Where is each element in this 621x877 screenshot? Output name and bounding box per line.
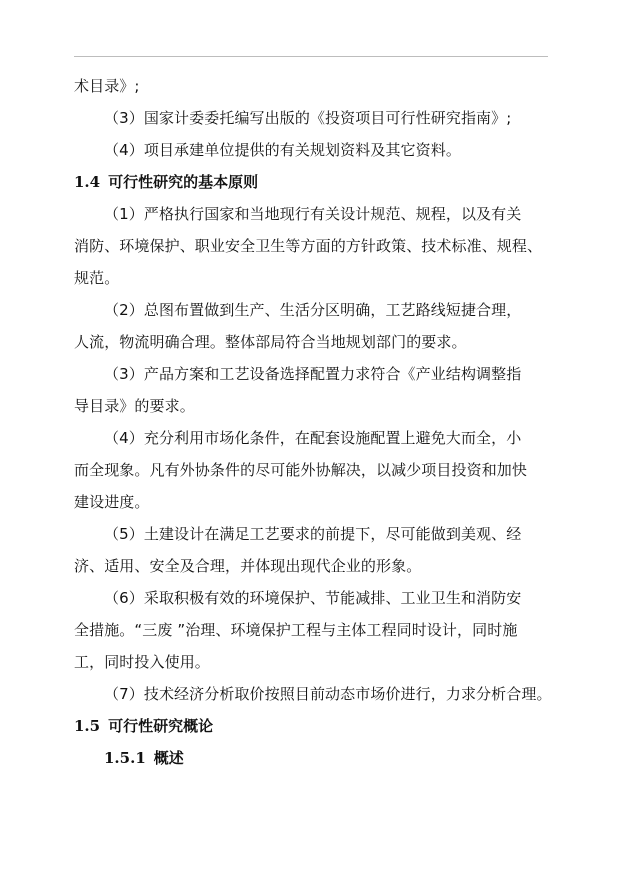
principle-5-line-2: 济、适用、安全及合理，并体现出现代企业的形象。	[74, 557, 422, 575]
page-header-rule	[74, 56, 548, 57]
principle-6-line-2: 全措施。“三废 ”治理、环境保护工程与主体工程同时设计，同时施	[74, 621, 518, 639]
section-title: 概述	[153, 749, 184, 767]
section-heading-1-4	[74, 166, 552, 198]
principle-2-line-1: （2）总图布置做到生产、生活分区明确，工艺路线短捷合理，	[104, 301, 522, 319]
document-body	[74, 70, 552, 774]
principle-3-line-2: 导目录》的要求。	[74, 397, 195, 415]
principle-5-line-1: （5）土建设计在满足工艺要求的前提下，尽可能做到美观、经	[104, 525, 522, 543]
principle-1-line-3: 规范。	[74, 269, 120, 287]
reference-item-4: （4）项目承建单位提供的有关规划资料及其它资料。	[104, 141, 461, 159]
section-number: 1.4	[74, 173, 101, 191]
section-title: 可行性研究概论	[108, 717, 214, 735]
principle-7-line-1: （7）技术经济分析取价按照目前动态市场价进行，力求分析合理。	[104, 685, 552, 703]
section-heading-1-5-1	[74, 742, 552, 774]
section-title: 可行性研究的基本原则	[108, 173, 259, 191]
principle-1-line-2: 消防、环境保护、职业安全卫生等方面的方针政策、技术标准、规程、	[74, 237, 543, 255]
principle-6-line-3: 工，同时投入使用。	[74, 653, 210, 671]
principle-3-line-1: （3）产品方案和工艺设备选择配置力求符合《产业结构调整指	[104, 365, 522, 383]
principle-4-line-2: 而全现象。凡有外协条件的尽可能外协解决，以减少项目投资和加快	[74, 461, 528, 479]
section-number: 1.5.1	[104, 749, 146, 767]
principle-1-line-1: （1）严格执行国家和当地现行有关设计规范、规程，以及有关	[104, 205, 522, 223]
principle-4-line-3: 建设进度。	[74, 493, 150, 511]
principle-2-line-2: 人流，物流明确合理。整体部局符合当地规划部门的要求。	[74, 333, 467, 351]
reference-item-3: （3）国家计委委托编写出版的《投资项目可行性研究指南》;	[104, 109, 512, 127]
principle-6-line-1: （6）采取积极有效的环境保护、节能减排、工业卫生和消防安	[104, 589, 522, 607]
principle-4-line-1: （4）充分利用市场化条件，在配套设施配置上避免大而全，小	[104, 429, 522, 447]
body-line: 术目录》;	[74, 77, 140, 95]
section-number: 1.5	[74, 717, 101, 735]
section-heading-1-5	[74, 710, 552, 742]
